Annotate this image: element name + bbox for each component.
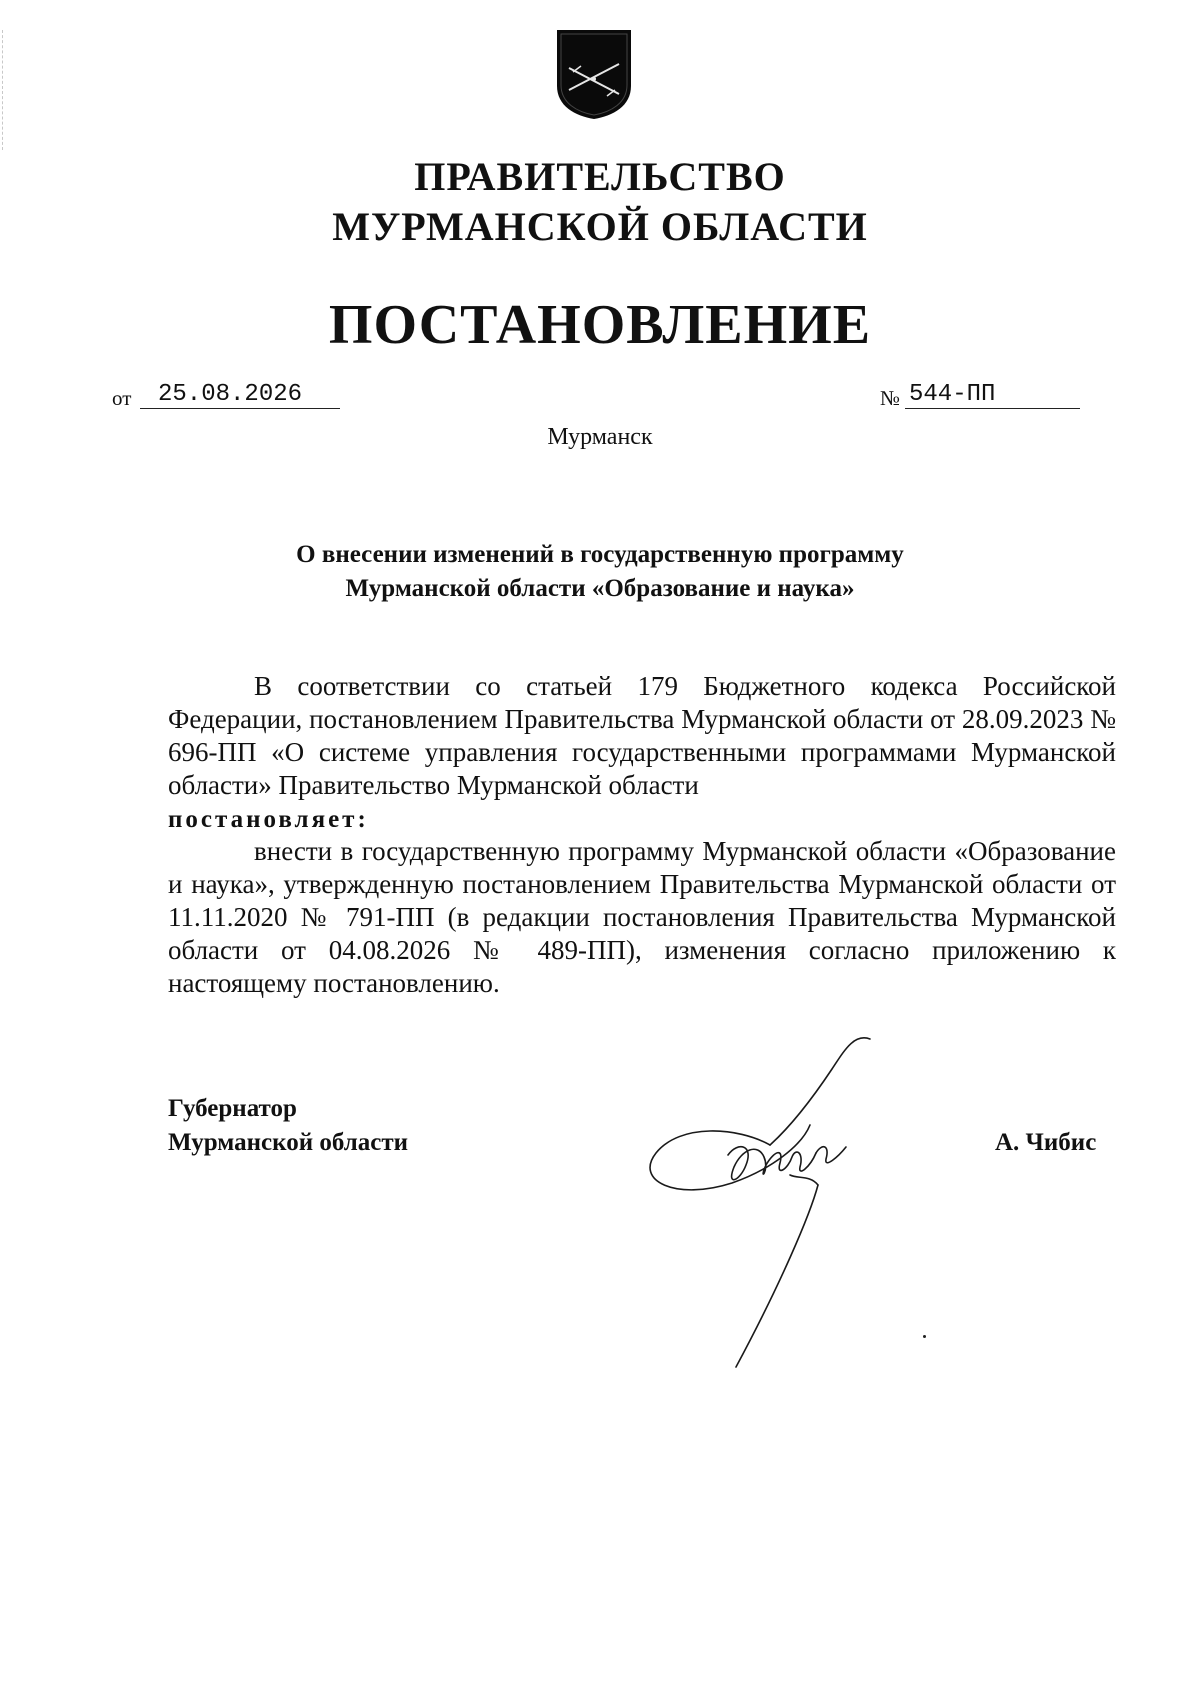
government-name-line1: ПРАВИТЕЛЬСТВО: [414, 154, 786, 199]
document-type-title: ПОСТАНОВЛЕНИЕ: [328, 294, 872, 356]
signer-title-line2: Мурманской области: [168, 1129, 409, 1156]
date-label: от: [112, 386, 132, 410]
decree-word: постановляет:: [168, 806, 369, 833]
subject-line2: Мурманской области «Образование и наука»: [345, 575, 855, 602]
scan-speck: [923, 1335, 926, 1338]
government-name-line2: МУРМАНСКОЙ ОБЛАСТИ: [332, 204, 868, 249]
city-name: Мурманск: [547, 424, 653, 450]
body-paragraph-decision: внести в государственную программу Мурманской области «Образование и наука», утвержденную постановлением Правительства Мурманской области от 11.11.2020 № 791-ПП (в редакции постановления Правительства Мурманской области от 04.08.2026 № 489-ПП), изменения согласно приложению к настоящему постановлению.: [168, 836, 1116, 998]
signer-title: [168, 1092, 408, 1160]
number-label: №: [880, 386, 901, 410]
signer-title-line1: Губернатор: [168, 1095, 297, 1122]
document-subject: [0, 538, 1200, 606]
signer-name: А. Чибис: [995, 1129, 1097, 1156]
coat-of-arms-icon: [555, 28, 633, 120]
document-date: 25.08.2026: [140, 382, 340, 409]
body-paragraph-preamble: В соответствии со статьей 179 Бюджетного кодекса Российской Федерации, постановлением Правительства Мурманской области от 28.09.2023 № 696-ПП «О системе управления государственными программами Мурманской области» Правительство Мурманской области: [168, 671, 1116, 800]
document-number: 544-ПП: [905, 382, 1080, 409]
handwritten-signature: [640, 1035, 900, 1370]
subject-line1: О внесении изменений в государственную программу: [296, 541, 904, 568]
scan-edge-mark: [2, 30, 4, 150]
